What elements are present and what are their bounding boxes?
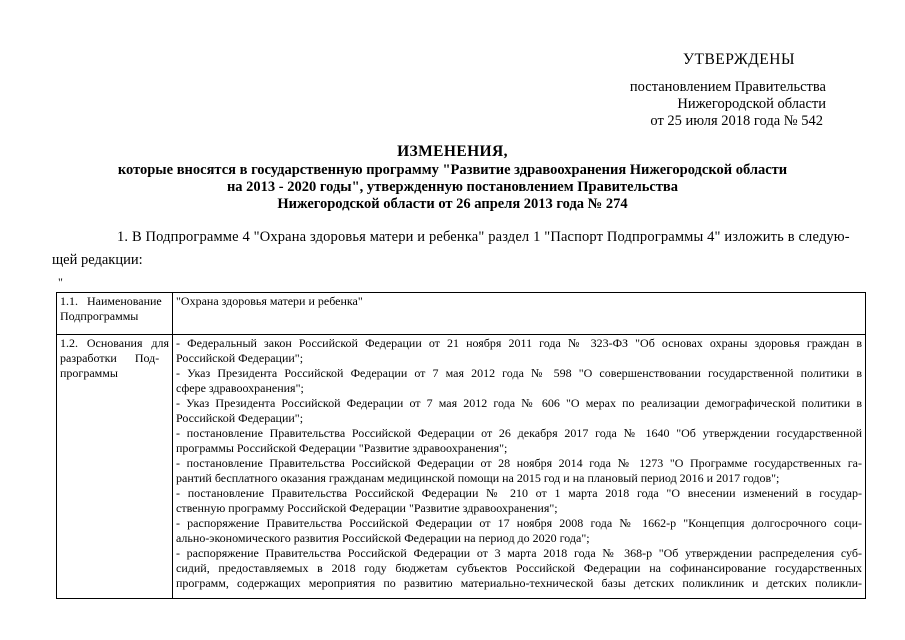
approval-line: постановлением Правительства [629,79,826,95]
label-text: программы [60,366,118,380]
value-line: - распоряжение Правительства Российской Федерации от 17 ноября 2008 года № 1662-р "Концепция долгосрочного соци- [176,516,862,530]
label-text: Подпрограммы [60,309,139,323]
value-line: - Федеральный закон Российской Федерации от 21 ноября 2011 года № 323-ФЗ "Об основах охраны здоровья граждан в [176,336,862,350]
table-cell-label [57,335,173,599]
table-cell-value [173,293,866,335]
value-line: Российской Федерации"; [176,411,304,425]
table-row [57,335,866,599]
label-text: 1.1. Наименование [60,294,162,308]
value-line: - распоряжение Правительства Российской Федерации от 3 марта 2018 года № 368-р "Об утверждении распределения суб- [176,546,862,560]
document-title: ИЗМЕНЕНИЯ, [397,143,508,160]
value-line: сидий, предоставляемых в 2018 году бюджетам субъектов Российской Федерации на софинансирование государственных [176,561,862,575]
approval-line: от 25 июля 2018 года № 542 [650,113,823,129]
table-row [57,293,866,335]
value-line: - Указ Президента Российской Федерации от 7 мая 2012 года № 598 "О совершенствовании государственной политики в [176,366,862,380]
value-line: рантий бесплатного оказания гражданам медицинской помощи на 2015 год и на плановый период 2016 и 2017 годов"; [176,471,780,485]
label-text: разработки Под- [60,351,160,365]
table-cell-value [173,335,866,599]
document-subtitle-line: на 2013 - 2020 годы", утвержденную постановлением Правительства [226,179,679,195]
intro-paragraph-line: щей редакции: [52,252,143,268]
document-subtitle-line: Нижегородской области от 26 апреля 2013 года № 274 [277,196,628,212]
value-line: программы Российской Федерации "Развитие здравоохранения"; [176,441,508,455]
value-line: Российской Федерации"; [176,351,304,365]
value-text: "Охрана здоровья матери и ребенка" [176,294,363,308]
value-line: ально-экономического развития Российской Федерации на период до 2020 года"; [176,531,590,545]
value-line: - постановление Правительства Российской Федерации № 210 от 1 марта 2018 года "О внесении изменений в государ- [176,486,862,500]
value-line: - постановление Правительства Российской Федерации от 28 ноября 2014 года № 1273 "О Программе государственных га- [176,456,862,470]
label-text: 1.2. Основания для [60,336,169,350]
document-subtitle-line: которые вносятся в государственную программу "Развитие здравоохранения Нижегородской области [117,162,788,178]
table-cell-label [57,293,173,335]
value-line: сфере здравоохранения"; [176,381,304,395]
opening-quote-mark: " [58,275,63,289]
value-line: - Указ Президента Российской Федерации от 7 мая 2012 года № 606 "О мерах по реализации демографической политики в [176,396,862,410]
intro-paragraph-line: 1. В Подпрограмме 4 "Охрана здоровья матери и ребенка" раздел 1 "Паспорт Подпрограммы 4" изложить в следую- [117,229,850,245]
passport-table [56,292,866,599]
value-line: программ, содержащих мероприятия по развитию материально-технической базы детских поликлиник и детских поликли- [176,576,862,590]
value-line: - постановление Правительства Российской Федерации от 26 декабря 2017 года № 1640 "Об утверждении государственной [176,426,862,440]
approval-line: Нижегородской области [677,96,826,112]
value-line: ственную программу Российской Федерации "Развитие здравоохранения"; [176,501,558,515]
approval-title: УТВЕРЖДЕНЫ [683,51,795,68]
